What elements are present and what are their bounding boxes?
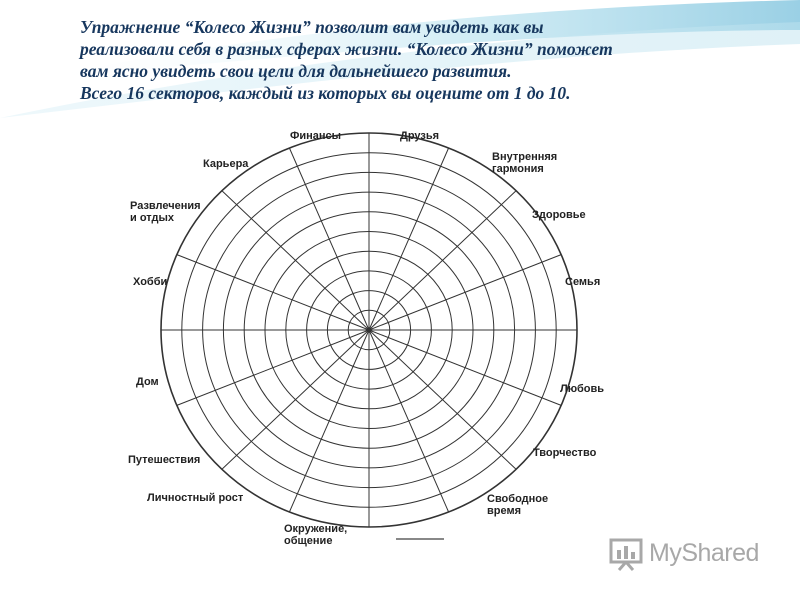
intro-line-4: Всего 16 секторов, каждый из которых вы оцените от 1 до 10. bbox=[80, 83, 571, 103]
blank-sector-mark bbox=[396, 538, 444, 540]
sector-label-personal-growth: Личностный рост bbox=[147, 492, 244, 504]
wheel-sector-divider-6 bbox=[369, 330, 561, 405]
wheel-sector-divider-11 bbox=[222, 330, 369, 469]
wheel-sector-divider-14 bbox=[177, 255, 369, 330]
myshared-logo bbox=[607, 536, 777, 572]
sector-label-love: Любовь bbox=[560, 383, 605, 395]
wheel-sector-divider-8 bbox=[369, 330, 449, 512]
presentation-board-icon bbox=[607, 536, 647, 572]
wheel-sector-divider-7 bbox=[369, 330, 516, 469]
sector-label-family: Семья bbox=[565, 276, 601, 288]
logo-text: MyShared bbox=[649, 539, 759, 567]
wheel-sector-divider-12 bbox=[177, 330, 369, 405]
sector-label-friends: Друзья bbox=[400, 130, 440, 142]
intro-line-1: Упражнение “Колесо Жизни” позволит вам увидеть как вы bbox=[80, 17, 544, 37]
wheel-center-dot bbox=[367, 328, 372, 333]
wheel-sector-divider-16 bbox=[289, 148, 369, 330]
sector-label-hobby: Хобби bbox=[133, 276, 168, 288]
sector-label-health: Здоровье bbox=[532, 209, 586, 221]
wheel-sector-divider-2 bbox=[369, 148, 449, 330]
wheel-sector-divider-3 bbox=[369, 191, 516, 330]
sector-label-creativity: Творчество bbox=[533, 447, 597, 459]
sector-label-travel: Путешествия bbox=[128, 454, 201, 466]
intro-line-2: реализовали себя в разных сферах жизни. “Колесо Жизни” поможет bbox=[80, 39, 613, 59]
sector-label-career: Карьера bbox=[203, 158, 249, 170]
sector-label-environment: Окружение, общение bbox=[284, 523, 348, 547]
wheel-sector-divider-15 bbox=[222, 191, 369, 330]
wheel-sector-divider-10 bbox=[289, 330, 369, 512]
sector-label-home: Дом bbox=[136, 376, 159, 388]
sector-label-free-time: Свободное время bbox=[487, 493, 549, 517]
wheel-sector-divider-4 bbox=[369, 255, 561, 330]
sector-label-leisure: Развлечения и отдых bbox=[130, 200, 201, 224]
sector-label-finance: Финансы bbox=[290, 130, 342, 142]
sector-label-inner-harmony: Внутренняя гармония bbox=[492, 151, 558, 175]
intro-line-3: вам ясно увидеть свои цели для дальнейшего развития. bbox=[80, 61, 512, 81]
